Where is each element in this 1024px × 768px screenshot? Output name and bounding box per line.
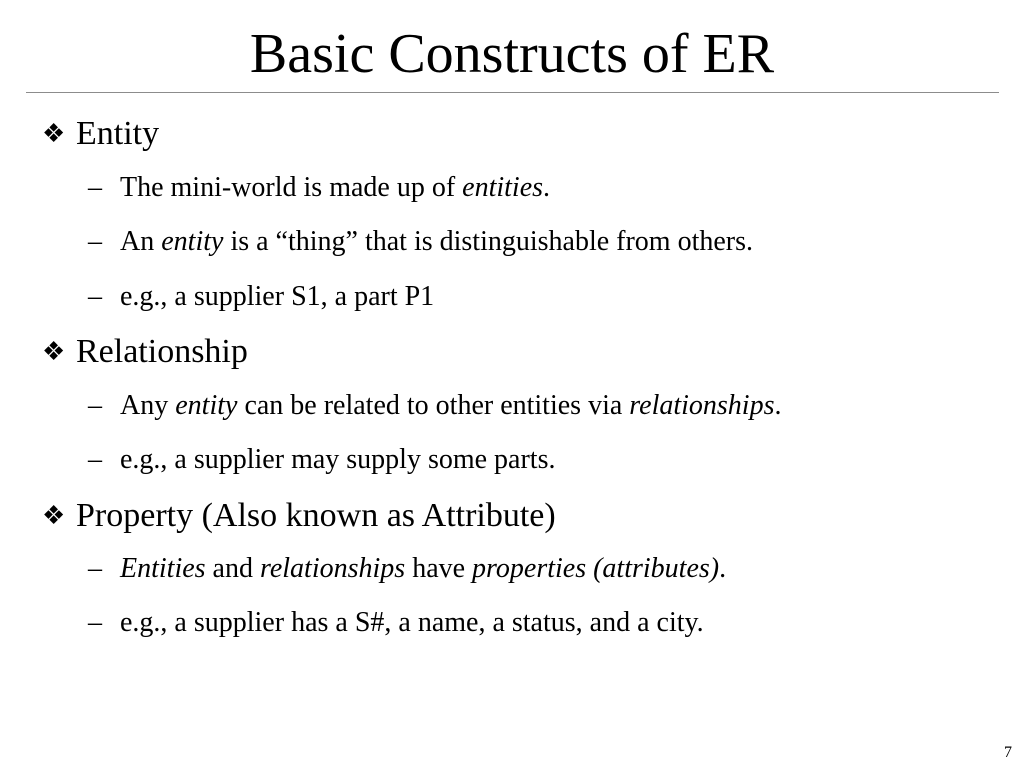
entity-sub-1: [88, 171, 550, 205]
page-number: 7: [1004, 744, 1012, 761]
property-sub-1: [88, 552, 726, 586]
dash-marker: –: [88, 390, 102, 421]
text: .: [719, 553, 727, 584]
dash-marker: –: [88, 553, 102, 584]
text: An: [120, 226, 162, 257]
slide-title: Basic Constructs of ER: [249, 23, 775, 85]
relationship-sub-2: [88, 443, 555, 477]
text: e.g., a supplier may supply some parts.: [120, 444, 556, 475]
diamond-bullet-icon: ❖: [42, 119, 66, 148]
bullet-entity-label: Entity: [76, 115, 160, 152]
text: .: [774, 390, 782, 421]
dash-marker: –: [88, 172, 102, 203]
entity-sub-2: [88, 225, 753, 259]
title-divider: [26, 92, 999, 93]
dash-marker: –: [88, 444, 102, 475]
text: can be related to other entities via: [237, 390, 630, 421]
dash-marker: –: [88, 281, 102, 312]
italic-term: entity: [175, 390, 238, 421]
bullet-relationship: [42, 332, 248, 372]
bullet-property: [42, 496, 556, 536]
italic-term: entity: [161, 226, 224, 257]
text: e.g., a supplier S1, a part P1: [120, 281, 435, 312]
relationship-sub-1: [88, 389, 781, 423]
text: is a “thing” that is distinguishable from others.: [223, 226, 754, 257]
italic-term: properties (attributes): [472, 553, 720, 584]
text: The mini-world is made up of: [120, 172, 463, 203]
diamond-bullet-icon: ❖: [42, 337, 66, 366]
italic-term: Entities: [120, 553, 206, 584]
text: and: [205, 553, 260, 584]
dash-marker: –: [88, 607, 102, 638]
bullet-relationship-label: Relationship: [76, 333, 248, 370]
property-sub-2: [88, 606, 704, 640]
text: .: [543, 172, 551, 203]
text: Any: [120, 390, 176, 421]
italic-term: relationships: [259, 553, 406, 584]
italic-term: relationships: [629, 390, 775, 421]
bullet-entity: [42, 114, 159, 154]
text: e.g., a supplier has a S#, a name, a status, and a city.: [120, 607, 704, 638]
bullet-property-label: Property (Also known as Attribute): [76, 497, 556, 534]
italic-term: entities: [462, 172, 544, 203]
dash-marker: –: [88, 226, 102, 257]
entity-sub-3: [88, 280, 434, 314]
text: have: [405, 553, 473, 584]
diamond-bullet-icon: ❖: [42, 501, 66, 530]
